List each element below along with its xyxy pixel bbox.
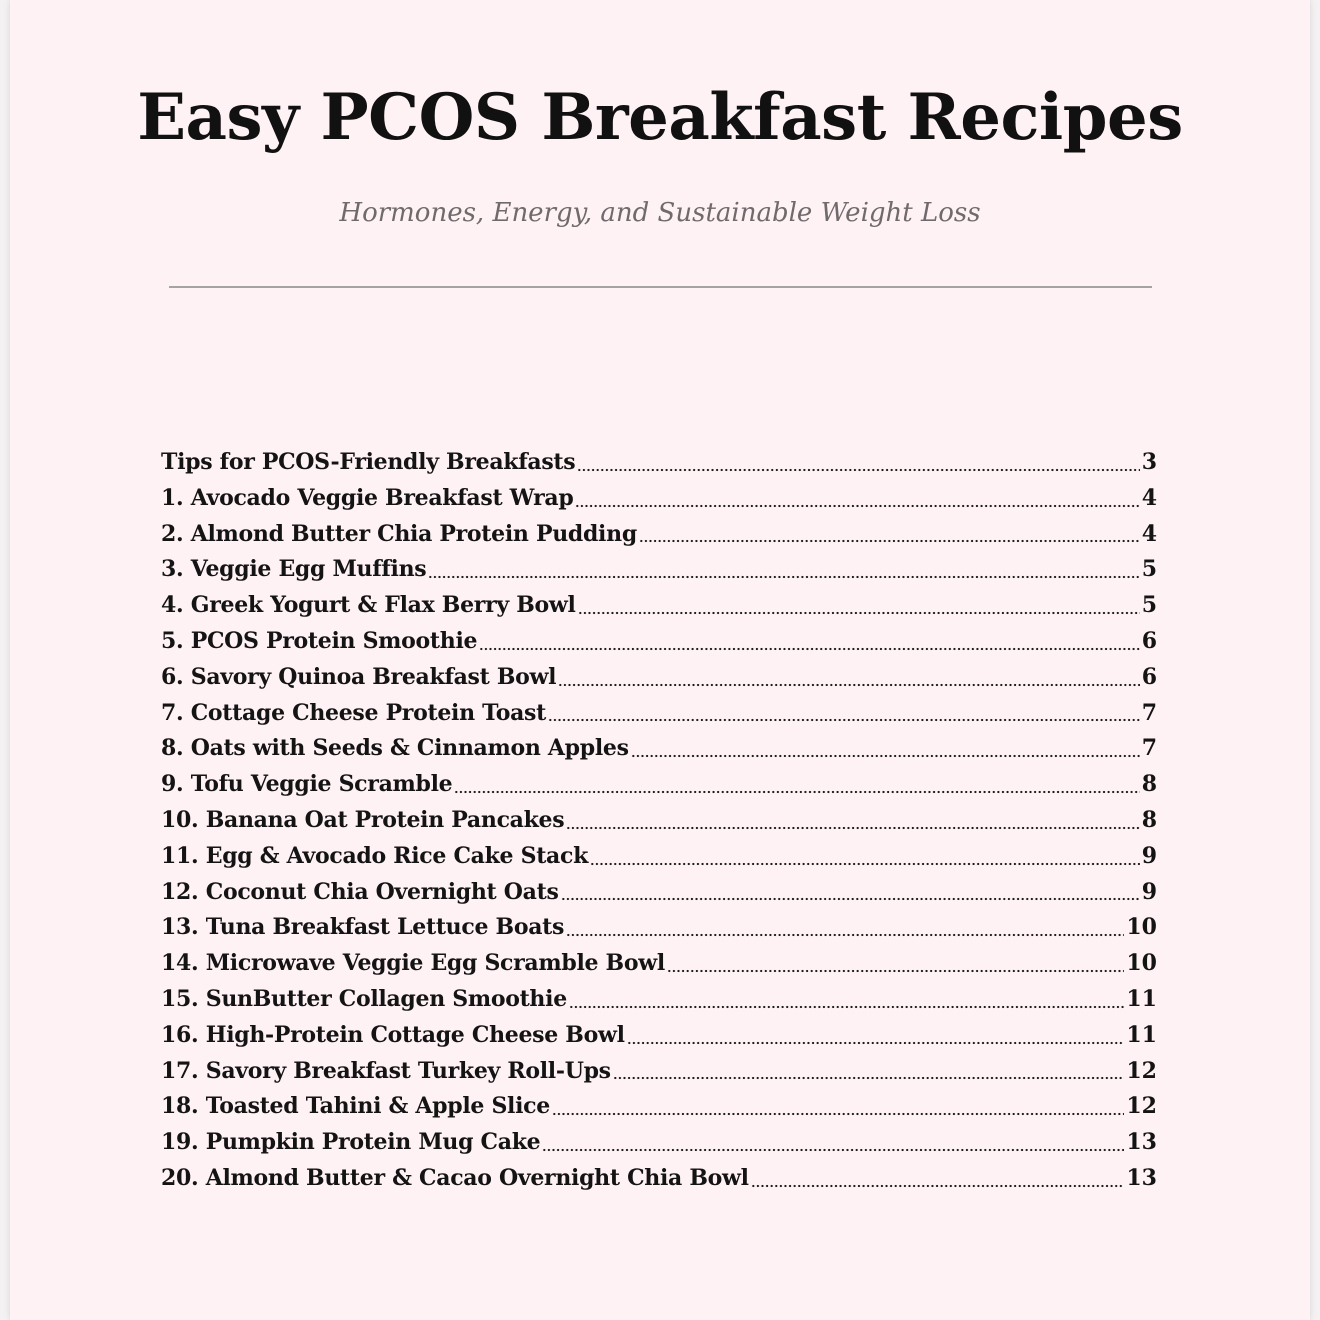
toc-entry[interactable] xyxy=(161,445,1157,481)
dot-leader xyxy=(454,790,1139,794)
toc-entry-label: 10. Banana Oat Protein Pancakes xyxy=(161,806,565,833)
toc-entry[interactable] xyxy=(161,1161,1157,1197)
toc-entry-label: 14. Microwave Veggie Egg Scramble Bowl xyxy=(161,950,665,977)
dot-leader xyxy=(751,1184,1125,1188)
toc-entry-page: 6 xyxy=(1141,627,1157,654)
document-page xyxy=(10,0,1310,1320)
toc-entry-label: 20. Almond Butter & Cacao Overnight Chia Bowl xyxy=(161,1164,749,1191)
dot-leader xyxy=(631,754,1140,758)
toc-entry[interactable] xyxy=(161,1125,1157,1161)
dot-leader xyxy=(561,897,1140,901)
toc-entry-label: 11. Egg & Avocado Rice Cake Stack xyxy=(161,842,589,869)
toc-entry-page: 10 xyxy=(1126,914,1157,941)
toc-entry[interactable] xyxy=(161,552,1157,588)
toc-entry-page: 13 xyxy=(1126,1164,1157,1191)
toc-entry[interactable] xyxy=(161,982,1157,1018)
toc-entry-label: 8. Oats with Seeds & Cinnamon Apples xyxy=(161,735,629,762)
dot-leader xyxy=(552,1112,1124,1116)
toc-entry-page: 5 xyxy=(1141,556,1157,583)
toc-entry-label: 17. Savory Breakfast Turkey Roll-Ups xyxy=(161,1057,611,1084)
toc-entry-page: 11 xyxy=(1126,985,1157,1012)
toc-entry-page: 6 xyxy=(1141,663,1157,690)
title-divider xyxy=(169,286,1152,288)
toc-entry-page: 10 xyxy=(1126,950,1157,977)
toc-entry-label: 18. Toasted Tahini & Apple Slice xyxy=(161,1093,550,1120)
toc-entry[interactable] xyxy=(161,910,1157,946)
dot-leader xyxy=(566,933,1124,937)
dot-leader xyxy=(575,504,1139,508)
dot-leader xyxy=(627,1041,1125,1045)
toc-entry[interactable] xyxy=(161,660,1157,696)
toc-entry-label: 3. Veggie Egg Muffins xyxy=(161,556,427,583)
toc-entry-label: 12. Coconut Chia Overnight Oats xyxy=(161,878,559,905)
toc-entry-label: 13. Tuna Breakfast Lettuce Boats xyxy=(161,914,565,941)
toc-entry[interactable] xyxy=(161,1018,1157,1054)
toc-entry-label: 16. High-Protein Cottage Cheese Bowl xyxy=(161,1021,625,1048)
dot-leader xyxy=(542,1148,1124,1152)
toc-entry[interactable] xyxy=(161,803,1157,839)
document-subtitle: Hormones, Energy, and Sustainable Weight Loss xyxy=(339,198,981,228)
toc-entry[interactable] xyxy=(161,696,1157,732)
toc-entry-page: 7 xyxy=(1141,735,1157,762)
toc-entry-label: 7. Cottage Cheese Protein Toast xyxy=(161,699,546,726)
toc-entry-page: 3 xyxy=(1141,449,1157,475)
toc-entry-label: 6. Savory Quinoa Breakfast Bowl xyxy=(161,663,557,690)
toc-entry[interactable] xyxy=(161,731,1157,767)
dot-leader xyxy=(578,611,1140,615)
dot-leader xyxy=(479,647,1139,651)
toc-entry[interactable] xyxy=(161,624,1157,660)
toc-entry[interactable] xyxy=(161,517,1157,553)
dot-leader xyxy=(577,468,1139,472)
toc-entry-page: 11 xyxy=(1126,1021,1157,1048)
table-of-contents xyxy=(161,445,1157,1197)
toc-entry[interactable] xyxy=(161,875,1157,911)
toc-entry-page: 4 xyxy=(1141,484,1157,511)
dot-leader xyxy=(590,862,1140,866)
toc-entry[interactable] xyxy=(161,946,1157,982)
dot-leader xyxy=(639,539,1140,543)
toc-entry-page: 5 xyxy=(1141,592,1157,619)
toc-entry-page: 8 xyxy=(1141,806,1157,833)
toc-entry[interactable] xyxy=(161,1089,1157,1125)
document-title: Easy PCOS Breakfast Recipes xyxy=(137,80,1183,155)
dot-leader xyxy=(667,969,1124,973)
toc-entry-label: 19. Pumpkin Protein Mug Cake xyxy=(161,1129,541,1156)
toc-entry-page: 4 xyxy=(1141,520,1157,547)
toc-entry-page: 12 xyxy=(1126,1057,1157,1084)
toc-entry-page: 9 xyxy=(1141,878,1157,905)
toc-entry-page: 12 xyxy=(1126,1093,1157,1120)
toc-entry-page: 8 xyxy=(1141,771,1157,798)
dot-leader xyxy=(569,1005,1124,1009)
toc-entry[interactable] xyxy=(161,839,1157,875)
toc-entry-label: 15. SunButter Collagen Smoothie xyxy=(161,985,567,1012)
toc-entry[interactable] xyxy=(161,767,1157,803)
dot-leader xyxy=(428,575,1139,579)
toc-entry-label: Tips for PCOS-Friendly Breakfasts xyxy=(161,449,576,475)
toc-entry-label: 9. Tofu Veggie Scramble xyxy=(161,771,453,798)
dot-leader xyxy=(613,1076,1125,1080)
toc-entry[interactable] xyxy=(161,588,1157,624)
dot-leader xyxy=(548,718,1140,722)
toc-entry-label: 4. Greek Yogurt & Flax Berry Bowl xyxy=(161,592,576,619)
toc-entry-page: 13 xyxy=(1126,1129,1157,1156)
dot-leader xyxy=(558,683,1139,687)
toc-entry-label: 1. Avocado Veggie Breakfast Wrap xyxy=(161,484,574,511)
toc-entry-label: 2. Almond Butter Chia Protein Pudding xyxy=(161,520,637,547)
toc-entry[interactable] xyxy=(161,481,1157,517)
toc-entry-label: 5. PCOS Protein Smoothie xyxy=(161,627,478,654)
toc-entry[interactable] xyxy=(161,1054,1157,1090)
dot-leader xyxy=(566,826,1139,830)
toc-entry-page: 7 xyxy=(1141,699,1157,726)
toc-entry-page: 9 xyxy=(1141,842,1157,869)
